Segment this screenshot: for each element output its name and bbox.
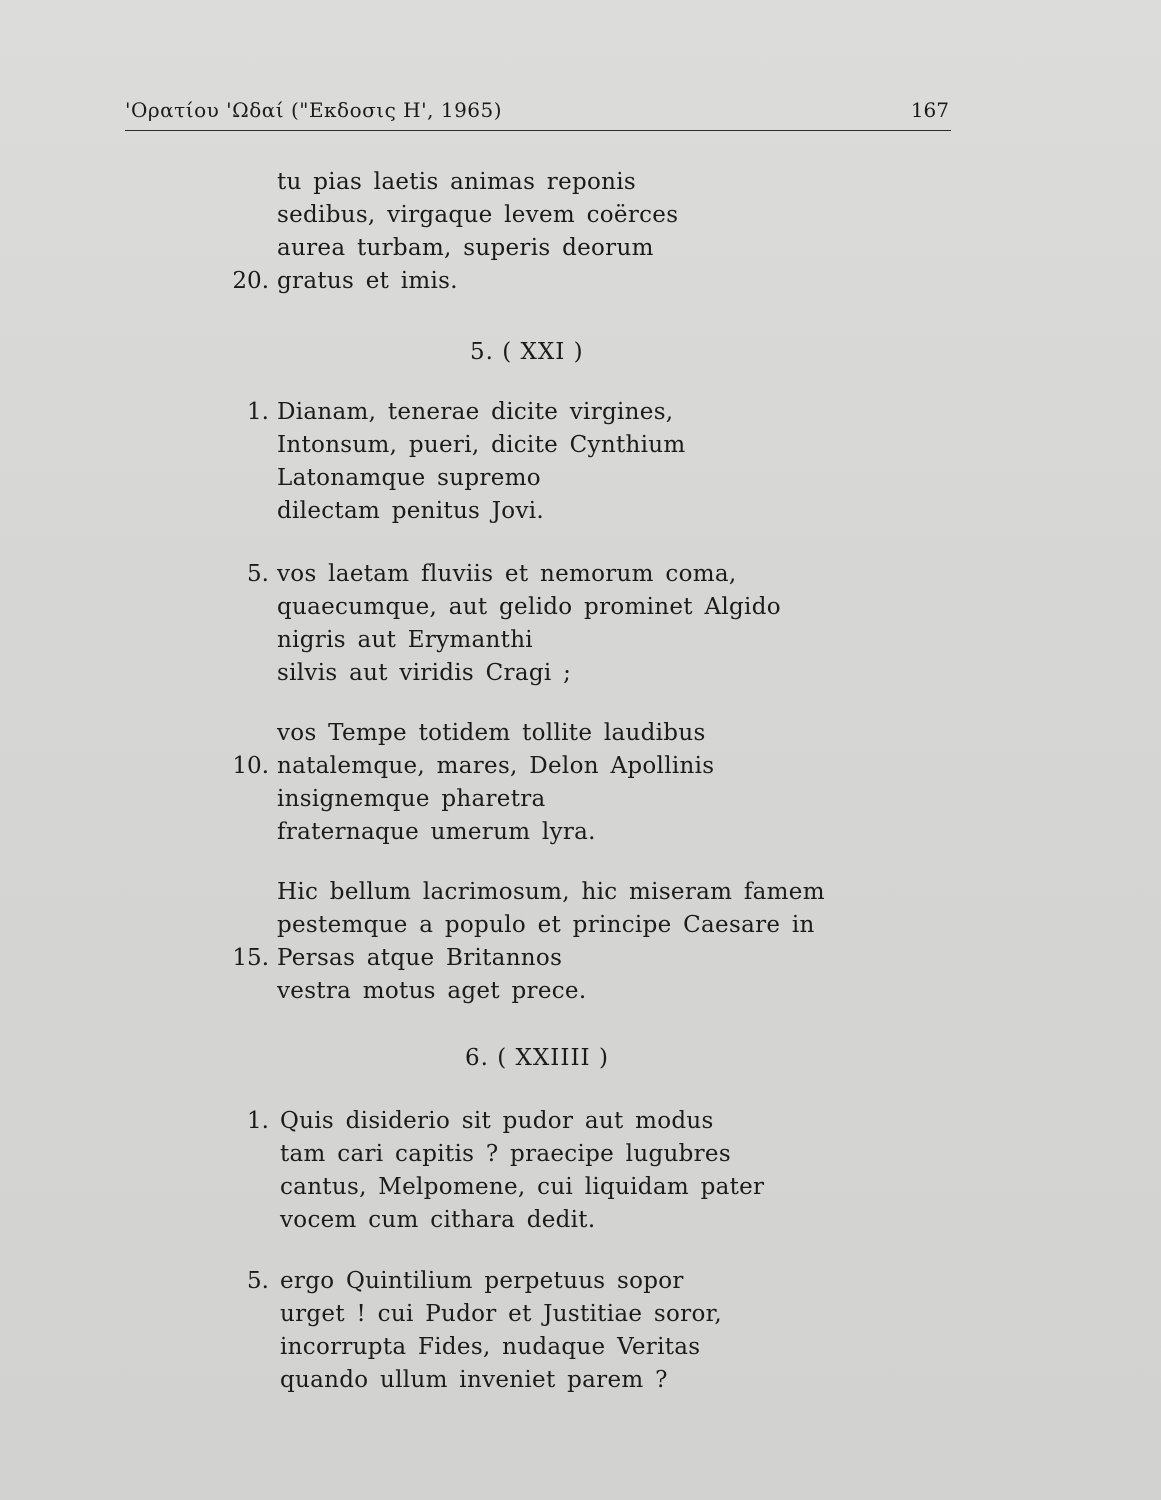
verse-line: quando ullum inveniet parem ? <box>280 1367 668 1393</box>
verse-line: tam cari capitis ? praecipe lugubres <box>280 1141 731 1167</box>
line-number: 20. <box>232 268 269 294</box>
verse-line: quaecumque, aut gelido prominet Algido <box>277 594 781 620</box>
verse-line: cantus, Melpomene, cui liquidam pater <box>280 1174 765 1200</box>
verse-line: tu pias laetis animas reponis <box>277 169 637 195</box>
page-number: 167 <box>910 98 949 122</box>
ode-title: 6. ( XXIIII ) <box>465 1045 609 1071</box>
verse-line: vestra motus aget prece. <box>277 978 587 1004</box>
verse-line: natalemque, mares, Delon Apollinis <box>277 753 715 779</box>
line-number: 1. <box>247 399 269 425</box>
running-header <box>125 96 951 131</box>
verse-line: vos laetam fluviis et nemorum coma, <box>277 561 737 587</box>
line-number: 15. <box>232 945 269 971</box>
verse-line: insignemque pharetra <box>277 786 546 812</box>
verse-line: vocem cum cithara dedit. <box>280 1207 596 1233</box>
verse-line: ergo Quintilium perpetuus sopor <box>280 1268 684 1294</box>
line-number: 10. <box>232 753 269 779</box>
line-number: 5. <box>247 1268 269 1294</box>
verse-line: pestemque a populo et principe Caesare in <box>277 912 815 938</box>
verse-line: fraternaque umerum lyra. <box>277 819 596 845</box>
verse-line: urget ! cui Pudor et Justitiae soror, <box>280 1301 722 1327</box>
ode-title: 5. ( XXI ) <box>470 339 584 365</box>
verse-line: silvis aut viridis Cragi ; <box>277 660 572 686</box>
verse-line: Hic bellum lacrimosum, hic miseram famem <box>277 879 825 905</box>
verse-line: incorrupta Fides, nudaque Veritas <box>280 1334 701 1360</box>
verse-line: vos Tempe totidem tollite laudibus <box>277 720 706 746</box>
verse-line: Dianam, tenerae dicite virgines, <box>277 399 674 425</box>
verse-line: dilectam penitus Jovi. <box>277 498 545 524</box>
line-number: 5. <box>247 561 269 587</box>
verse-line: aurea turbam, superis deorum <box>277 235 654 261</box>
verse-line: gratus et imis. <box>277 268 458 294</box>
verse-line: nigris aut Erymanthi <box>277 627 533 653</box>
verse-line: Latonamque supremo <box>277 465 541 491</box>
verse-line: Persas atque Britannos <box>277 945 563 971</box>
verse-line: Intonsum, pueri, dicite Cynthium <box>277 432 686 458</box>
verse-line: Quis disiderio sit pudor aut modus <box>280 1108 714 1134</box>
header-title: 'Ορατίου 'Ωδαί ("Εκδοσις Η', 1965) <box>125 98 503 122</box>
verse-line: sedibus, virgaque levem coërces <box>277 202 679 228</box>
line-number: 1. <box>247 1108 269 1134</box>
